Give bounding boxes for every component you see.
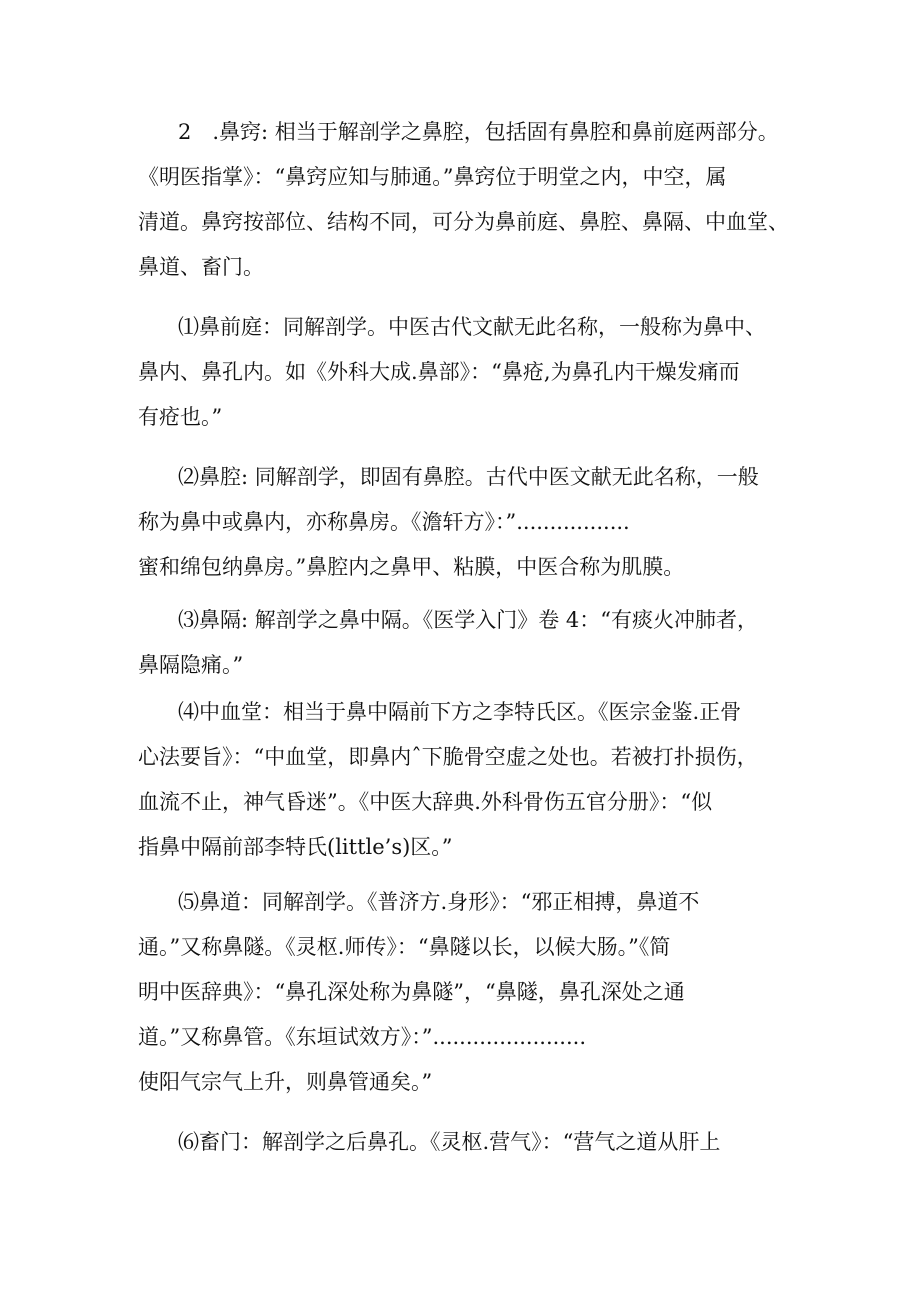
text-line: ⑶鼻隔: 解剖学之鼻中隔。《医学入门》卷 4：“有痰火冲肺者，	[178, 608, 759, 632]
paragraph-posterior-naris	[138, 1120, 808, 1165]
text-line: 指鼻中隔前部李特氏(little’s)区。”	[138, 835, 453, 859]
text-line: 2 .鼻窍: 相当于解剖学之鼻腔，包括固有鼻腔和鼻前庭两部分。	[178, 120, 779, 144]
text-line: 通。”又称鼻隧。《灵枢.师传》：“鼻隧以长，以候大肠。”《简	[138, 935, 671, 959]
text-line: 鼻道、畜门。	[138, 255, 264, 279]
text-line: 使阳气宗气上升，则鼻管通矣。”	[138, 1070, 433, 1094]
text-line: 明中医辞典》：“鼻孔深处称为鼻隧”，“鼻隧，鼻孔深处之通	[138, 980, 685, 1004]
paragraph-little-area	[138, 690, 808, 870]
text-line: ⑵鼻腔: 同解剖学，即固有鼻腔。古代中医文献无此名称，一般	[178, 465, 759, 489]
text-line: 蜜和绵包纳鼻房。”鼻腔内之鼻甲、粘膜，中医合称为肌膜。	[138, 555, 685, 579]
paragraph-nasal-septum	[138, 598, 808, 688]
text-line: 血流不止，神气昏迷”。《中医大辞典.外科骨伤五官分册》：“似	[138, 790, 713, 814]
paragraph-nasal-meatus	[138, 880, 808, 1105]
paragraph-nasal-orifice	[138, 110, 808, 290]
text-line: 心法要旨》：“中血堂，即鼻内ˆ下脆骨空虚之处也。若被打扑损伤，	[138, 745, 758, 769]
text-line: 道。”又称鼻管。《东垣试效方》：”.......................	[138, 1025, 587, 1049]
text-line: ⑸鼻道：同解剖学。《普济方.身形》：“邪正相搏，鼻道不	[178, 890, 700, 914]
text-line: 《明医指掌》：“鼻窍应知与肺通。”鼻窍位于明堂之内，中空，属	[138, 165, 727, 189]
paragraph-nasal-cavity	[138, 455, 808, 590]
text-line: 鼻隔隐痛。”	[138, 653, 244, 677]
text-line: 称为鼻中或鼻内，亦称鼻房。《澹轩方》：”.................	[138, 510, 630, 534]
text-line: ⑷中血堂：相当于鼻中隔前下方之李特氏区。《医宗金鉴.正骨	[178, 700, 742, 724]
text-line: 有疮也。”	[138, 405, 223, 429]
text-line: ⑹畜门：解剖学之后鼻孔。《灵枢.营气》：“营气之道从肝上	[178, 1130, 721, 1154]
text-line: ⑴鼻前庭：同解剖学。中医古代文献无此名称，一般称为鼻中、	[178, 315, 766, 339]
text-line: 鼻内、鼻孔内。如《外科大成.鼻部》：“鼻疮,为鼻孔内干燥发痛而	[138, 360, 740, 384]
paragraph-nasal-vestibule	[138, 305, 808, 440]
text-line: 清道。鼻窍按部位、结构不同，可分为鼻前庭、鼻腔、鼻隔、中血堂、	[138, 210, 789, 234]
